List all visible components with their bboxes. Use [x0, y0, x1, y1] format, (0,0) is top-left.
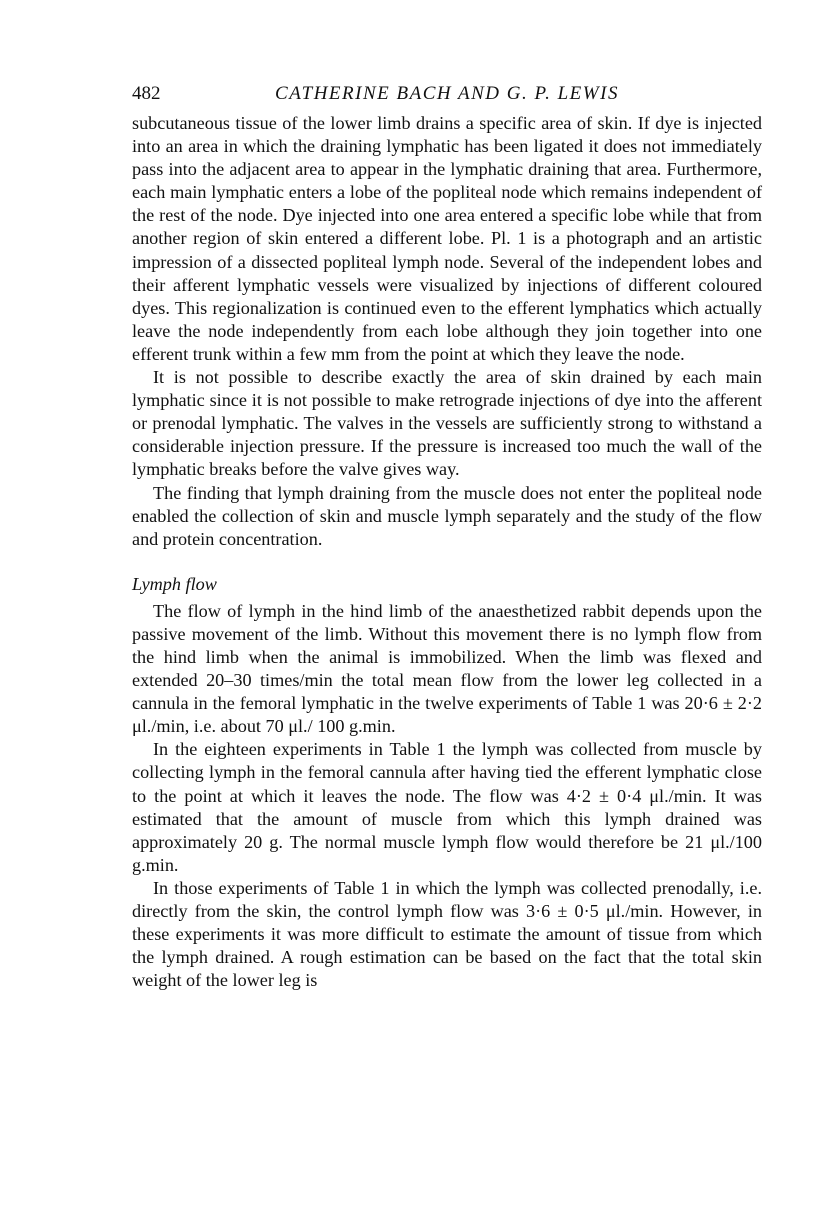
paragraph-skin-area: It is not possible to describe exactly the area of skin drained by each main lymphatic since it is not possible to make retrograde injections of dye into the afferent or prenodal lymphatic. The valves in the vessels are sufficiently strong to withstand a considerable injection pressure. If the pressure is increased too much the wall of the lymphatic breaks before the valve gives way. — [132, 367, 762, 480]
paragraph-continuation: subcutaneous tissue of the lower limb drains a specific area of skin. If dye is injected into an area in which the draining lymphatic has been ligated it does not immediately pass into the adjacent area to appear in the lymphatic draining that area. Furthermore, each main lymphatic enters a lobe of the popliteal node which remains independent of the rest of the node. Dye injected into one area entered a specific lobe while that from another region of skin entered a different lobe. Pl. 1 is a photograph and an artistic impression of a dissected popliteal lymph node. Several of the independent lobes and their afferent lymphatic vessels were visualized by injections of different coloured dyes. This regionalization is continued even to the efferent lymphatics which actually leave the node independently from each lobe although they join together into one efferent trunk within a few mm from the point at which they leave the node. — [132, 113, 762, 364]
paragraph-finding: The finding that lymph draining from the muscle does not enter the popliteal node enabled the collection of skin and muscle lymph separately and the study of the flow and protein concentration. — [132, 482, 762, 549]
page-number: 482 — [132, 83, 161, 104]
body-text — [132, 112, 762, 992]
running-head — [132, 80, 762, 108]
paragraph-skin-lymph: In those experiments of Table 1 in which the lymph was collected prenodally, i.e. directly from the skin, the control lymph flow was 3·6 ± 0·5 μl./min. However, in these experiments it was more difficult to estimate the amount of tissue from which the lymph drained. A rough estimation can be based on the fact that the total skin weight of the lower leg is — [132, 877, 762, 991]
paragraph-muscle-lymph: In the eighteen experiments in Table 1 the lymph was collected from muscle by collecting lymph in the femoral cannula after having tied the efferent lymphatic close to the point at which it leaves the node. The flow was 4·2 ± 0·4 μl./min. It was estimated that the amount of muscle from which this lymph drained was approximately 20 g. The normal muscle lymph flow would therefore be 21 μl./100 g.min. — [132, 739, 762, 875]
section-heading-lymph-flow: Lymph flow — [132, 573, 217, 594]
paragraph-lymph-flow-total: The flow of lymph in the hind limb of the anaesthetized rabbit depends upon the passive movement of the limb. Without this movement there is no lymph flow from the hind limb when the animal is immobilized. When the limb was flexed and extended 20–30 times/min the total mean flow from the lower leg collected in a cannula in the femoral lymphatic in the twelve experiments of Table 1 was 20·6 ± 2·2 μl./min, i.e. about 70 μl./ 100 g.min. — [132, 600, 762, 737]
running-head-authors: CATHERINE BACH AND G. P. LEWIS — [275, 83, 619, 104]
journal-page — [132, 80, 762, 992]
